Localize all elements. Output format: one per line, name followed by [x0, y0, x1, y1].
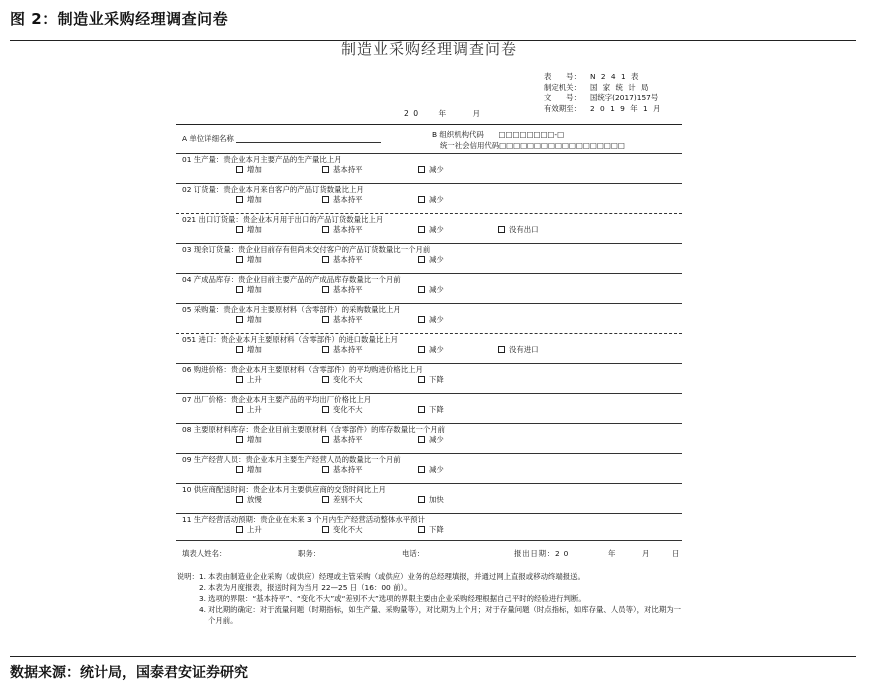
- option-label: 基本持平: [333, 225, 363, 234]
- figure-title: 图 2：制造业采购经理调查问卷: [10, 10, 229, 28]
- checkbox-icon[interactable]: [322, 226, 329, 233]
- unit-code-block: [432, 129, 625, 151]
- option-label: 上升: [247, 525, 262, 534]
- option-label: 放慢: [247, 495, 262, 504]
- option-label: 增加: [247, 465, 262, 474]
- question-divider: [176, 483, 682, 484]
- question-block: [182, 485, 682, 504]
- form-meta: [544, 72, 684, 114]
- checkbox-icon[interactable]: [236, 526, 243, 533]
- checkbox-icon[interactable]: [418, 376, 425, 383]
- note-item: [176, 593, 682, 604]
- checkbox-icon[interactable]: [418, 196, 425, 203]
- questionnaire-form: [176, 40, 682, 652]
- checkbox-icon[interactable]: [418, 346, 425, 353]
- checkbox-icon[interactable]: [418, 226, 425, 233]
- note-item: [176, 604, 682, 626]
- option-label: 基本持平: [333, 435, 363, 444]
- answer-option[interactable]: [322, 225, 363, 234]
- option-label: 增加: [247, 435, 262, 444]
- option-label: 增加: [247, 285, 262, 294]
- report-day-label: 日: [672, 549, 680, 558]
- answer-option[interactable]: [322, 525, 363, 534]
- question-text: 10 供应商配送时间：贵企业本月主要供应商的交货时间比上月: [182, 485, 386, 494]
- question-text: 08 主要原材料库存：贵企业目前主要原材料（含零部件）的库存数量比一个月前: [182, 425, 446, 434]
- survey-date: [404, 109, 481, 118]
- unit-name-blank[interactable]: [236, 134, 381, 143]
- option-group: [182, 224, 682, 234]
- answer-option[interactable]: [236, 315, 262, 324]
- date-year-label: 年: [438, 109, 448, 118]
- checkbox-icon[interactable]: [322, 466, 329, 473]
- option-label: 基本持平: [333, 165, 363, 174]
- question-block: [182, 365, 682, 384]
- question-block: [182, 245, 682, 264]
- answer-option[interactable]: [418, 285, 444, 294]
- answer-option[interactable]: [236, 435, 262, 444]
- option-label: 基本持平: [333, 345, 363, 354]
- meta-key: 表 号：: [544, 72, 581, 81]
- meta-row: [544, 93, 684, 104]
- meta-value: 2 0 1 9 年 1 月: [590, 103, 662, 113]
- checkbox-icon[interactable]: [322, 286, 329, 293]
- checkbox-icon[interactable]: [498, 346, 505, 353]
- answer-option[interactable]: [236, 525, 262, 534]
- note-item: [176, 582, 682, 593]
- question-text: 09 生产经营人员：贵企业本月主要生产经营人员的数量比一个月前: [182, 455, 401, 464]
- option-label: 增加: [247, 345, 262, 354]
- question-block: [182, 395, 682, 414]
- option-label: 基本持平: [333, 255, 363, 264]
- form-title: 制造业采购经理调查问卷: [340, 40, 517, 58]
- answer-option[interactable]: [418, 435, 444, 444]
- option-group: [182, 194, 682, 204]
- option-group: [182, 344, 682, 354]
- option-label: 差别不大: [333, 495, 363, 504]
- question-text: 06 购进价格：贵企业本月主要原材料（含零部件）的平均购进价格比上月: [182, 365, 423, 374]
- option-label: 减少: [429, 255, 444, 264]
- option-label: 增加: [247, 195, 262, 204]
- checkbox-icon[interactable]: [322, 436, 329, 443]
- option-label: 没有出口: [509, 225, 539, 234]
- question-text: 07 出厂价格：贵企业本月主要产品的平均出厂价格比上月: [182, 395, 372, 404]
- meta-row: [544, 104, 684, 115]
- meta-key: 文 号：: [544, 93, 581, 102]
- option-label: 上升: [247, 375, 262, 384]
- checkbox-icon[interactable]: [236, 436, 243, 443]
- question-divider: [176, 513, 682, 514]
- checkbox-icon[interactable]: [322, 166, 329, 173]
- checkbox-icon[interactable]: [418, 316, 425, 323]
- note-text: 对比期的确定：对于流量问题（时期指标，如生产量、采购量等），对比期为上个月；对于存量问题（时点指标，如库存量、人员等），对比期为一个月前。: [208, 605, 681, 625]
- answer-option[interactable]: [322, 375, 363, 384]
- answer-option[interactable]: [322, 495, 363, 504]
- answer-option[interactable]: [236, 165, 262, 174]
- checkbox-icon[interactable]: [236, 166, 243, 173]
- meta-row: [544, 83, 684, 94]
- meta-value: 国 家 统 计 局: [590, 82, 650, 92]
- question-block: [182, 515, 682, 534]
- checkbox-icon[interactable]: [236, 256, 243, 263]
- checkbox-icon[interactable]: [322, 346, 329, 353]
- checkbox-icon[interactable]: [236, 496, 243, 503]
- answer-option[interactable]: [322, 465, 363, 474]
- question-divider: [176, 213, 682, 214]
- checkbox-icon[interactable]: [322, 196, 329, 203]
- question-divider: [176, 303, 682, 304]
- option-label: 加快: [429, 495, 444, 504]
- answer-option[interactable]: [236, 405, 262, 414]
- bottom-rule: [10, 656, 856, 657]
- question-block: [182, 455, 682, 474]
- answer-option[interactable]: [322, 345, 363, 354]
- option-label: 增加: [247, 225, 262, 234]
- credit-code-field[interactable]: 统一社会信用代码□□□□□□□□□□□□□□□□□□: [440, 141, 625, 150]
- option-group: [182, 494, 682, 504]
- option-label: 没有进口: [509, 345, 539, 354]
- note-number: 3.: [198, 594, 206, 603]
- answer-option[interactable]: [236, 195, 262, 204]
- answer-option[interactable]: [236, 495, 262, 504]
- note-text: 选项的界限：“基本持平”、“变化不大”或“差别不大”选项的界限主要由企业采购经理根据自己平时的经验进行判断。: [208, 594, 586, 603]
- question-divider: [176, 423, 682, 424]
- checkbox-icon[interactable]: [236, 346, 243, 353]
- option-label: 减少: [429, 435, 444, 444]
- question-divider: [176, 453, 682, 454]
- question-block: [182, 155, 682, 174]
- answer-option[interactable]: [418, 525, 444, 534]
- report-month-label: 月: [642, 549, 650, 558]
- question-divider: [176, 393, 682, 394]
- option-label: 下降: [429, 375, 444, 384]
- option-group: [182, 254, 682, 264]
- answer-option[interactable]: [418, 345, 444, 354]
- answer-option[interactable]: [418, 195, 444, 204]
- option-label: 减少: [429, 285, 444, 294]
- answer-option[interactable]: [322, 195, 363, 204]
- unit-rule: [176, 153, 682, 154]
- question-block: [182, 275, 682, 294]
- checkbox-icon[interactable]: [418, 526, 425, 533]
- meta-key: 制定机关：: [544, 82, 581, 92]
- note-item: [176, 571, 682, 582]
- option-group: [182, 464, 682, 474]
- option-label: 减少: [429, 225, 444, 234]
- phone-label: 电话：: [402, 549, 425, 558]
- answer-option[interactable]: [418, 165, 444, 174]
- question-divider: [176, 243, 682, 244]
- checkbox-icon[interactable]: [322, 526, 329, 533]
- option-label: 减少: [429, 345, 444, 354]
- answer-option[interactable]: [322, 255, 363, 264]
- option-group: [182, 164, 682, 174]
- option-group: [182, 284, 682, 294]
- checkbox-icon[interactable]: [418, 406, 425, 413]
- checkbox-icon[interactable]: [322, 256, 329, 263]
- option-label: 变化不大: [333, 405, 363, 414]
- checkbox-icon[interactable]: [418, 286, 425, 293]
- answer-option[interactable]: [236, 225, 262, 234]
- meta-value: 国统字(2017)157号: [590, 93, 659, 102]
- option-label: 减少: [429, 315, 444, 324]
- answer-option[interactable]: [498, 225, 539, 234]
- question-text: 05 采购量：贵企业本月主要原材料（含零部件）的采购数量比上月: [182, 305, 401, 314]
- option-label: 基本持平: [333, 285, 363, 294]
- question-block: [182, 305, 682, 324]
- checkbox-icon[interactable]: [236, 196, 243, 203]
- question-text: 021 出口订货量：贵企业本月用于出口的产品订货数量比上月: [182, 215, 384, 224]
- checkbox-icon[interactable]: [236, 466, 243, 473]
- checkbox-icon[interactable]: [322, 376, 329, 383]
- date-month-label: 月: [472, 109, 482, 118]
- question-divider: [176, 363, 682, 364]
- note-number: 说明：1.: [176, 572, 206, 581]
- position-label: 职务：: [298, 549, 321, 558]
- option-label: 增加: [247, 165, 262, 174]
- answer-option[interactable]: [418, 465, 444, 474]
- answer-option[interactable]: [236, 375, 262, 384]
- answer-option[interactable]: [322, 315, 363, 324]
- question-text: 02 订货量：贵企业本月来自客户的产品订货数量比上月: [182, 185, 364, 194]
- question-text: 04 产成品库存：贵企业目前主要产品的产成品库存数量比一个月前: [182, 275, 401, 284]
- answer-option[interactable]: [322, 435, 363, 444]
- checkbox-icon[interactable]: [418, 166, 425, 173]
- option-group: [182, 374, 682, 384]
- option-label: 减少: [429, 195, 444, 204]
- checkbox-icon[interactable]: [498, 226, 505, 233]
- unit-name-field[interactable]: [182, 134, 381, 143]
- meta-key: 有效期至：: [544, 103, 581, 113]
- answer-option[interactable]: [418, 375, 444, 384]
- option-label: 下降: [429, 405, 444, 414]
- checkbox-icon[interactable]: [322, 406, 329, 413]
- answer-option[interactable]: [322, 165, 363, 174]
- header-rule: [176, 124, 682, 125]
- form-notes: [176, 571, 682, 626]
- option-label: 基本持平: [333, 195, 363, 204]
- answer-option[interactable]: [418, 255, 444, 264]
- option-label: 减少: [429, 165, 444, 174]
- checkbox-icon[interactable]: [236, 286, 243, 293]
- checkbox-icon[interactable]: [236, 226, 243, 233]
- figure-source: 数据来源：统计局，国泰君安证券研究: [10, 665, 248, 681]
- note-text: 本表由制造业企业采购（或供应）经理或主管采购（或供应）业务的总经理填报，并通过网上直报或移动终端报送。: [208, 572, 585, 581]
- checkbox-icon[interactable]: [418, 466, 425, 473]
- checkbox-icon[interactable]: [418, 256, 425, 263]
- checkbox-icon[interactable]: [418, 436, 425, 443]
- checkbox-icon[interactable]: [322, 316, 329, 323]
- date-year-prefix: 2 0: [404, 109, 420, 118]
- note-number: 4.: [198, 605, 206, 614]
- question-block: [182, 425, 682, 444]
- answer-option[interactable]: [236, 285, 262, 294]
- answer-option[interactable]: [498, 345, 539, 354]
- option-group: [182, 404, 682, 414]
- option-label: 变化不大: [333, 375, 363, 384]
- question-block: [182, 215, 682, 234]
- option-label: 上升: [247, 405, 262, 414]
- checkbox-icon[interactable]: [236, 316, 243, 323]
- report-date-label: 报出日期：2 0: [514, 549, 570, 558]
- question-text: 03 现余订货量：贵企业目前存有但尚未交付客户的产品订货数量比一个月前: [182, 245, 431, 254]
- unit-name-label: A 单位详细名称: [182, 134, 234, 143]
- question-divider: [176, 333, 682, 334]
- option-group: [182, 524, 682, 534]
- checkbox-icon[interactable]: [236, 406, 243, 413]
- option-label: 增加: [247, 255, 262, 264]
- option-label: 减少: [429, 465, 444, 474]
- answer-option[interactable]: [418, 495, 444, 504]
- answer-option[interactable]: [418, 315, 444, 324]
- option-group: [182, 314, 682, 324]
- answer-option[interactable]: [322, 405, 363, 414]
- answer-option[interactable]: [236, 345, 262, 354]
- option-label: 下降: [429, 525, 444, 534]
- report-year-label: 年: [608, 549, 616, 558]
- option-label: 基本持平: [333, 315, 363, 324]
- answer-option[interactable]: [418, 405, 444, 414]
- question-text: 01 生产量：贵企业本月主要产品的生产量比上月: [182, 155, 342, 164]
- option-label: 增加: [247, 315, 262, 324]
- question-text: 051 进口：贵企业本月主要原材料（含零部件）的进口数量比上月: [182, 335, 399, 344]
- option-label: 变化不大: [333, 525, 363, 534]
- option-group: [182, 434, 682, 444]
- checkbox-icon[interactable]: [322, 496, 329, 503]
- question-block: [182, 335, 682, 354]
- note-text: 本表为月度报表，报送时间为当月 22—25 日（16：00 前）。: [208, 583, 412, 592]
- question-text: 11 生产经营活动预期：贵企业在未来 3 个月内生产经营活动整体水平预计: [182, 515, 425, 524]
- checkbox-icon[interactable]: [236, 376, 243, 383]
- answer-option[interactable]: [236, 465, 262, 474]
- meta-row: [544, 72, 684, 83]
- question-divider: [176, 183, 682, 184]
- filler-name-label: 填表人姓名：: [182, 549, 227, 558]
- footer-rule: [176, 540, 682, 541]
- answer-option[interactable]: [418, 225, 444, 234]
- answer-option[interactable]: [236, 255, 262, 264]
- checkbox-icon[interactable]: [418, 496, 425, 503]
- answer-option[interactable]: [322, 285, 363, 294]
- question-divider: [176, 273, 682, 274]
- meta-value: N 2 4 1 表: [590, 72, 640, 81]
- note-number: 2.: [198, 583, 206, 592]
- option-label: 基本持平: [333, 465, 363, 474]
- question-block: [182, 185, 682, 204]
- org-code-field[interactable]: B 组织机构代码 □□□□□□□□-□: [432, 130, 565, 139]
